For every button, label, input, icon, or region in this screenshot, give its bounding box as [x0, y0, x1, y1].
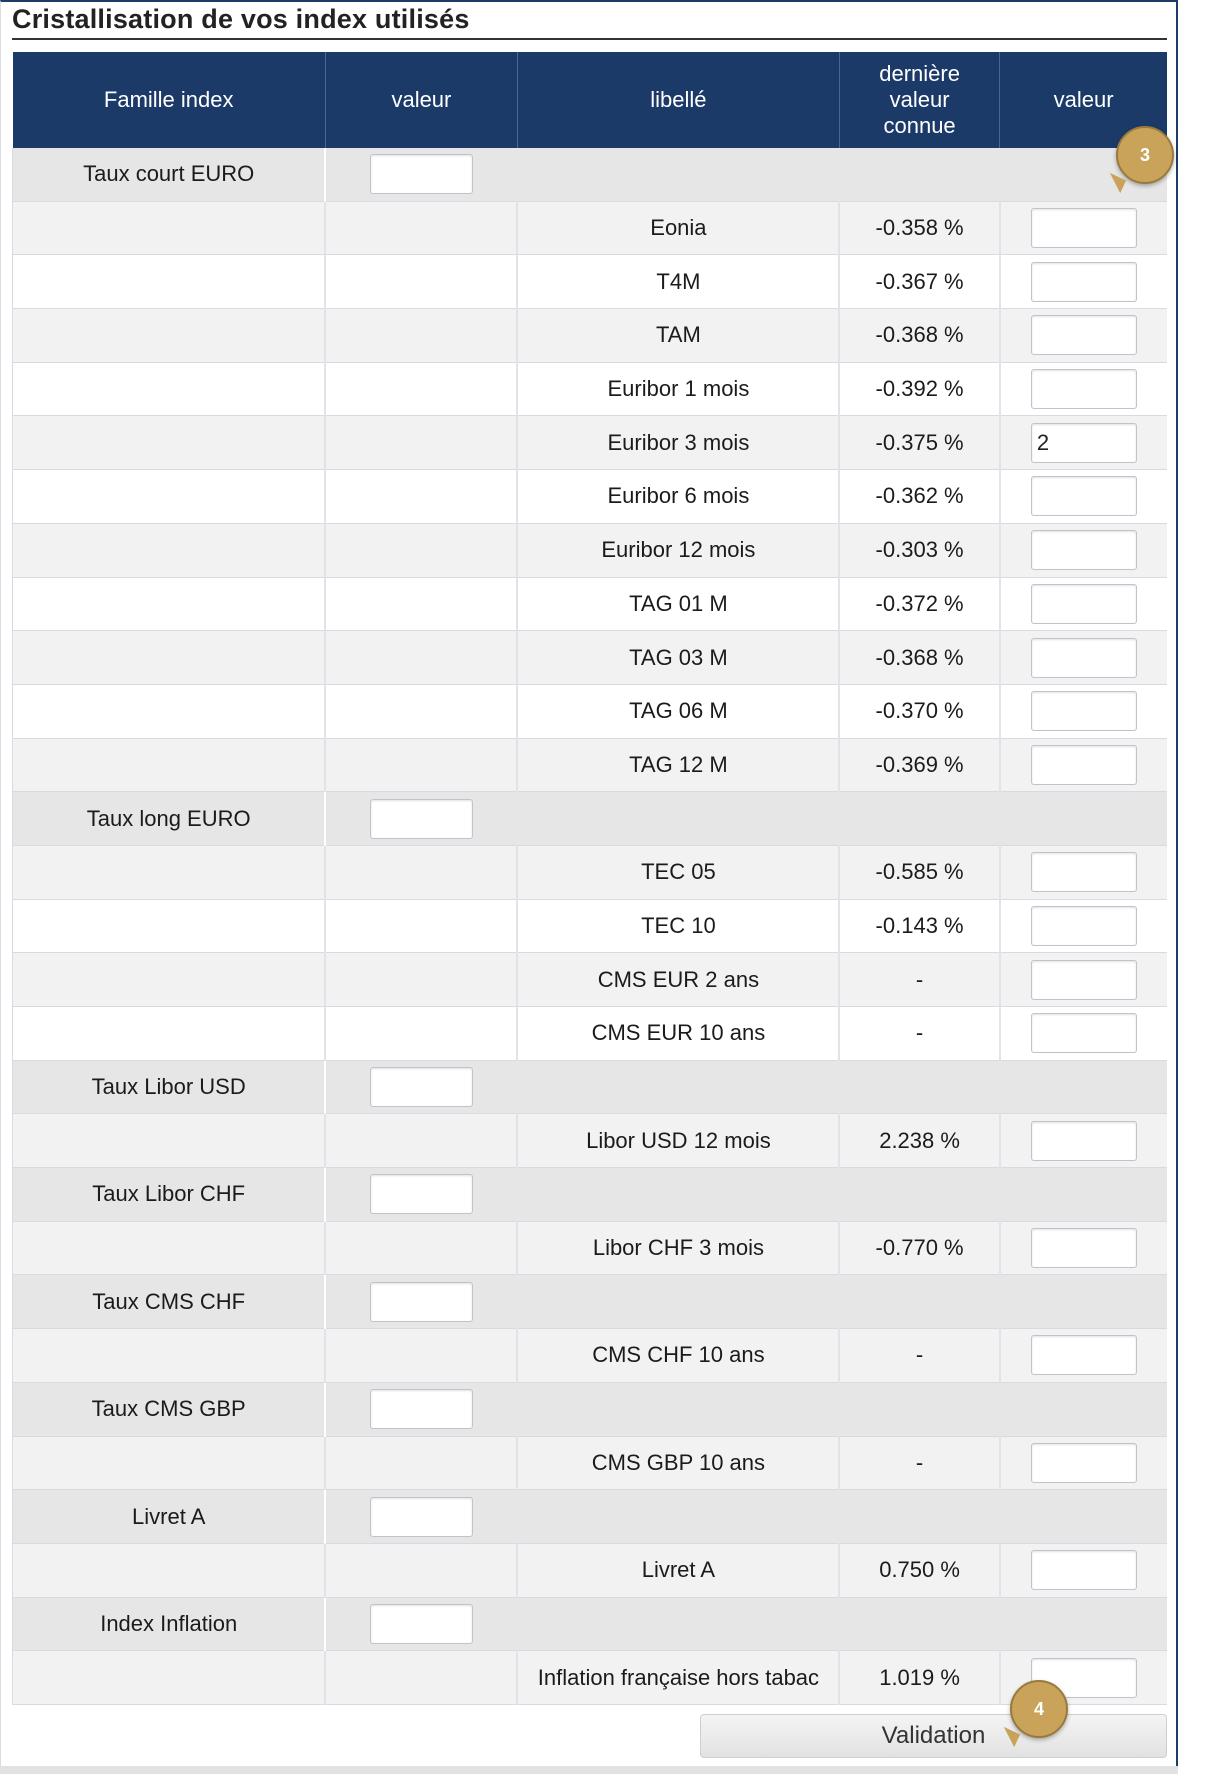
- family-empty-cell: [839, 148, 999, 201]
- index-value-cell: [1000, 953, 1167, 1007]
- family-name: Taux long EURO: [13, 792, 326, 846]
- table-row: [13, 1329, 1168, 1383]
- family-value-cell: [325, 1060, 517, 1114]
- index-family-cell: [13, 1651, 326, 1705]
- index-value-input[interactable]: [1031, 315, 1137, 355]
- index-label: Euribor 6 mois: [517, 470, 839, 524]
- table-row: [13, 899, 1168, 953]
- family-name: Taux Libor USD: [13, 1060, 326, 1114]
- family-empty-cell: [517, 792, 839, 846]
- index-value-input[interactable]: [1031, 530, 1137, 570]
- family-empty-cell: [1000, 1168, 1167, 1222]
- index-label: CMS GBP 10 ans: [517, 1436, 839, 1490]
- family-value-input[interactable]: [370, 1389, 473, 1429]
- index-value-input[interactable]: [1031, 476, 1137, 516]
- index-family-cell: [13, 738, 326, 792]
- index-last-value: -0.372 %: [839, 577, 999, 631]
- index-family-value-cell: [325, 738, 517, 792]
- family-value-input[interactable]: [370, 1174, 473, 1214]
- index-last-value: -0.367 %: [839, 255, 999, 309]
- family-empty-cell: [1000, 1275, 1167, 1329]
- family-empty-cell: [517, 148, 839, 201]
- index-last-value: -0.368 %: [839, 631, 999, 685]
- table-row: [13, 953, 1168, 1007]
- index-family-cell: [13, 684, 326, 738]
- step-3-badge: 3: [1116, 126, 1174, 184]
- index-family-cell: [13, 1007, 326, 1061]
- family-value-cell: [325, 1382, 517, 1436]
- index-value-input[interactable]: [1031, 584, 1137, 624]
- index-family-value-cell: [325, 309, 517, 363]
- index-family-value-cell: [325, 523, 517, 577]
- index-family-value-cell: [325, 470, 517, 524]
- family-value-input[interactable]: [370, 1282, 473, 1322]
- table-row: [13, 201, 1168, 255]
- index-family-cell: [13, 631, 326, 685]
- index-family-value-cell: [325, 1221, 517, 1275]
- index-value-input[interactable]: [1031, 960, 1137, 1000]
- family-value-input[interactable]: [370, 799, 473, 839]
- family-name: Taux court EURO: [13, 148, 326, 201]
- index-label: Eonia: [517, 201, 839, 255]
- index-last-value: -: [839, 953, 999, 1007]
- header-valeur-index: valeur: [1000, 52, 1167, 148]
- index-value-cell: [1000, 470, 1167, 524]
- index-family-value-cell: [325, 1651, 517, 1705]
- index-value-input[interactable]: [1031, 423, 1137, 463]
- index-value-input[interactable]: [1031, 208, 1137, 248]
- index-value-cell: [1000, 1329, 1167, 1383]
- family-empty-cell: [517, 1382, 839, 1436]
- family-empty-cell: [839, 1382, 999, 1436]
- index-last-value: -0.358 %: [839, 201, 999, 255]
- index-label: TAM: [517, 309, 839, 363]
- family-empty-cell: [839, 1060, 999, 1114]
- table-row: [13, 845, 1168, 899]
- family-name: Taux CMS GBP: [13, 1382, 326, 1436]
- index-family-cell: [13, 953, 326, 1007]
- index-value-input[interactable]: [1031, 369, 1137, 409]
- index-last-value: 1.019 %: [839, 1651, 999, 1705]
- index-family-cell: [13, 1221, 326, 1275]
- index-label: Euribor 3 mois: [517, 416, 839, 470]
- validation-button[interactable]: Validation: [700, 1714, 1167, 1758]
- index-last-value: -0.585 %: [839, 845, 999, 899]
- family-empty-cell: [517, 1597, 839, 1651]
- index-value-cell: [1000, 255, 1167, 309]
- index-last-value: -0.369 %: [839, 738, 999, 792]
- index-value-input[interactable]: [1031, 1228, 1137, 1268]
- index-value-input[interactable]: [1031, 1121, 1137, 1161]
- table-row: [13, 1651, 1168, 1705]
- family-value-cell: [325, 1168, 517, 1222]
- index-label: Libor CHF 3 mois: [517, 1221, 839, 1275]
- index-value-input[interactable]: [1031, 1335, 1137, 1375]
- index-label: CMS EUR 10 ans: [517, 1007, 839, 1061]
- family-row: [13, 1060, 1168, 1114]
- table-row: [13, 416, 1168, 470]
- table-row: [13, 1543, 1168, 1597]
- family-empty-cell: [517, 1275, 839, 1329]
- family-value-input[interactable]: [370, 1497, 473, 1537]
- family-empty-cell: [839, 1275, 999, 1329]
- index-value-cell: [1000, 577, 1167, 631]
- family-empty-cell: [517, 1060, 839, 1114]
- family-row: [13, 1168, 1168, 1222]
- index-value-cell: [1000, 1114, 1167, 1168]
- index-last-value: -0.362 %: [839, 470, 999, 524]
- index-value-cell: [1000, 309, 1167, 363]
- index-label: TEC 10: [517, 899, 839, 953]
- index-value-cell: [1000, 1543, 1167, 1597]
- index-family-cell: [13, 309, 326, 363]
- index-family-cell: [13, 577, 326, 631]
- index-value-cell: [1000, 1007, 1167, 1061]
- table-row: [13, 577, 1168, 631]
- index-last-value: -0.770 %: [839, 1221, 999, 1275]
- index-family-cell: [13, 255, 326, 309]
- index-value-cell: [1000, 1221, 1167, 1275]
- index-value-cell: [1000, 201, 1167, 255]
- index-value-input[interactable]: [1031, 906, 1137, 946]
- table-row: [13, 1114, 1168, 1168]
- family-row: [13, 1490, 1168, 1544]
- index-family-cell: [13, 416, 326, 470]
- family-row: [13, 148, 1168, 201]
- index-last-value: -0.375 %: [839, 416, 999, 470]
- family-value-input[interactable]: [370, 154, 473, 194]
- family-empty-cell: [839, 1597, 999, 1651]
- table-row: [13, 1436, 1168, 1490]
- family-value-cell: [325, 792, 517, 846]
- table-row: [13, 309, 1168, 363]
- index-label: Libor USD 12 mois: [517, 1114, 839, 1168]
- family-empty-cell: [1000, 792, 1167, 846]
- family-empty-cell: [1000, 1382, 1167, 1436]
- index-label: T4M: [517, 255, 839, 309]
- index-value-input[interactable]: [1031, 691, 1137, 731]
- index-value-input[interactable]: [1031, 745, 1137, 785]
- index-value-cell: [1000, 523, 1167, 577]
- step-4-badge: 4: [1010, 1680, 1068, 1738]
- index-last-value: 2.238 %: [839, 1114, 999, 1168]
- index-value-input[interactable]: [1031, 852, 1137, 892]
- table-row: [13, 1221, 1168, 1275]
- index-family-cell: [13, 1114, 326, 1168]
- family-row: [13, 1597, 1168, 1651]
- family-value-cell: [325, 1490, 517, 1544]
- index-family-value-cell: [325, 255, 517, 309]
- index-family-value-cell: [325, 577, 517, 631]
- index-family-value-cell: [325, 1436, 517, 1490]
- index-label: Euribor 1 mois: [517, 362, 839, 416]
- table-body: [13, 148, 1168, 1704]
- index-last-value: -0.392 %: [839, 362, 999, 416]
- index-family-cell: [13, 1329, 326, 1383]
- index-family-value-cell: [325, 362, 517, 416]
- index-family-value-cell: [325, 1114, 517, 1168]
- index-family-value-cell: [325, 631, 517, 685]
- index-value-cell: [1000, 362, 1167, 416]
- index-last-value: -: [839, 1436, 999, 1490]
- index-value-cell: [1000, 1436, 1167, 1490]
- index-family-value-cell: [325, 953, 517, 1007]
- index-last-value: -0.370 %: [839, 684, 999, 738]
- index-table: [12, 52, 1167, 1705]
- title-divider: [12, 38, 1167, 40]
- index-family-cell: [13, 1543, 326, 1597]
- index-value-input[interactable]: [1031, 262, 1137, 302]
- header-libelle: libellé: [517, 52, 839, 148]
- family-value-input[interactable]: [370, 1067, 473, 1107]
- index-last-value: -0.143 %: [839, 899, 999, 953]
- index-last-value: -0.368 %: [839, 309, 999, 363]
- index-label: CMS CHF 10 ans: [517, 1329, 839, 1383]
- index-family-cell: [13, 362, 326, 416]
- index-family-cell: [13, 201, 326, 255]
- table-row: [13, 470, 1168, 524]
- index-label: TAG 01 M: [517, 577, 839, 631]
- family-name: Taux Libor CHF: [13, 1168, 326, 1222]
- family-empty-cell: [839, 1490, 999, 1544]
- index-value-cell: [1000, 899, 1167, 953]
- header-derniere-line1: dernière: [879, 61, 960, 86]
- index-family-cell: [13, 1436, 326, 1490]
- family-row: [13, 792, 1168, 846]
- index-family-value-cell: [325, 899, 517, 953]
- index-family-value-cell: [325, 1007, 517, 1061]
- table-row: [13, 523, 1168, 577]
- index-value-input[interactable]: [1031, 1443, 1137, 1483]
- index-family-value-cell: [325, 1329, 517, 1383]
- header-derniere-line3: connue: [883, 113, 956, 138]
- family-value-input[interactable]: [370, 1604, 473, 1644]
- family-name: Livret A: [13, 1490, 326, 1544]
- index-family-cell: [13, 470, 326, 524]
- index-value-cell: [1000, 684, 1167, 738]
- family-value-cell: [325, 148, 517, 201]
- table-row: [13, 684, 1168, 738]
- index-family-cell: [13, 899, 326, 953]
- index-family-value-cell: [325, 416, 517, 470]
- family-name: Taux CMS CHF: [13, 1275, 326, 1329]
- header-derniere-valeur: [839, 52, 999, 148]
- page-title: Cristallisation de vos index utilisés: [12, 4, 470, 34]
- index-label: TAG 12 M: [517, 738, 839, 792]
- table-row: [13, 631, 1168, 685]
- family-value-cell: [325, 1275, 517, 1329]
- index-value-input[interactable]: [1031, 1550, 1137, 1590]
- index-family-cell: [13, 523, 326, 577]
- index-value-cell: [1000, 845, 1167, 899]
- index-last-value: -0.303 %: [839, 523, 999, 577]
- index-label: TAG 06 M: [517, 684, 839, 738]
- index-value-cell: [1000, 416, 1167, 470]
- index-label: Euribor 12 mois: [517, 523, 839, 577]
- family-empty-cell: [839, 792, 999, 846]
- index-family-value-cell: [325, 1543, 517, 1597]
- index-value-input[interactable]: [1031, 638, 1137, 678]
- header-famille-index: Famille index: [13, 52, 326, 148]
- family-row: [13, 1275, 1168, 1329]
- family-row: [13, 1382, 1168, 1436]
- index-last-value: -: [839, 1329, 999, 1383]
- index-label: Livret A: [517, 1543, 839, 1597]
- family-empty-cell: [1000, 1490, 1167, 1544]
- index-label: TEC 05: [517, 845, 839, 899]
- header-derniere-line2: valeur: [889, 87, 950, 112]
- index-value-cell: [1000, 738, 1167, 792]
- index-value-input[interactable]: [1031, 1013, 1137, 1053]
- table-row: [13, 255, 1168, 309]
- family-empty-cell: [839, 1168, 999, 1222]
- index-family-value-cell: [325, 684, 517, 738]
- table-header-row: [13, 52, 1168, 148]
- index-value-cell: [1000, 631, 1167, 685]
- index-label: TAG 03 M: [517, 631, 839, 685]
- header-valeur-famille: valeur: [325, 52, 517, 148]
- family-empty-cell: [517, 1168, 839, 1222]
- index-label: Inflation française hors tabac: [517, 1651, 839, 1705]
- table-row: [13, 1007, 1168, 1061]
- index-last-value: 0.750 %: [839, 1543, 999, 1597]
- bottom-bar: [0, 1766, 1178, 1774]
- table-row: [13, 362, 1168, 416]
- family-value-cell: [325, 1597, 517, 1651]
- table-row: [13, 738, 1168, 792]
- family-empty-cell: [1000, 1060, 1167, 1114]
- family-name: Index Inflation: [13, 1597, 326, 1651]
- index-family-cell: [13, 845, 326, 899]
- index-label: CMS EUR 2 ans: [517, 953, 839, 1007]
- index-family-value-cell: [325, 845, 517, 899]
- family-empty-cell: [517, 1490, 839, 1544]
- family-empty-cell: [1000, 1597, 1167, 1651]
- index-family-value-cell: [325, 201, 517, 255]
- index-last-value: -: [839, 1007, 999, 1061]
